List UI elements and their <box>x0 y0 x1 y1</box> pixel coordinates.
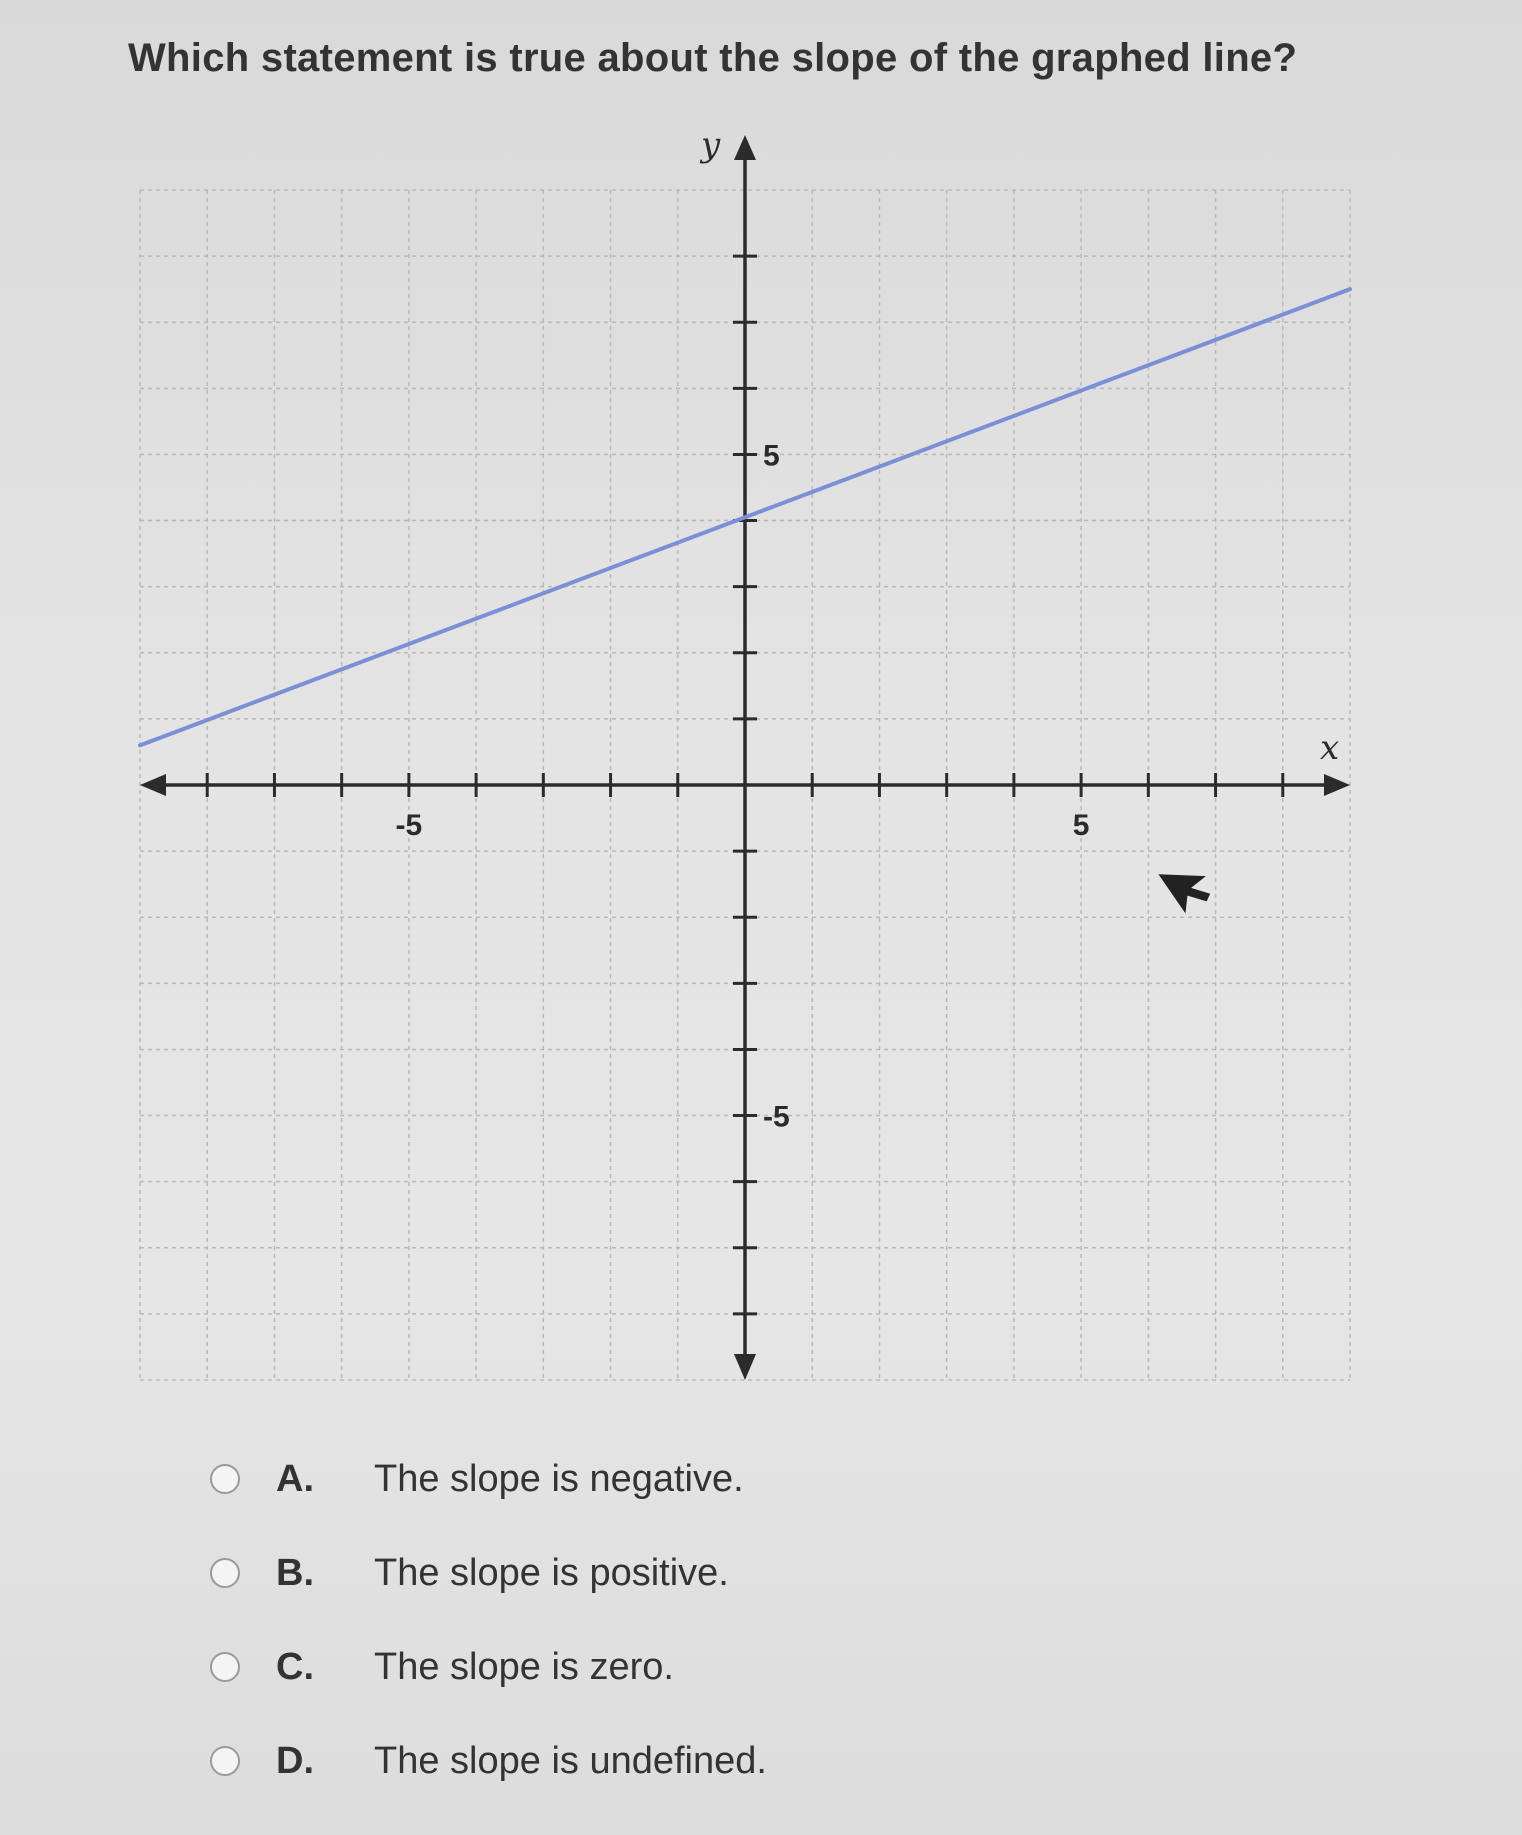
option-b-text: The slope is positive. <box>374 1551 729 1594</box>
option-d-text: The slope is undefined. <box>374 1739 767 1782</box>
radio-option-c[interactable] <box>210 1652 240 1682</box>
option-d-letter: D. <box>276 1739 314 1782</box>
option-c-letter: C. <box>276 1645 314 1688</box>
graph-svg <box>120 130 1360 1390</box>
y-axis-up-arrow-icon <box>734 135 756 160</box>
radio-option-b[interactable] <box>210 1558 240 1588</box>
radio-option-d[interactable] <box>210 1746 240 1776</box>
y-tick-label: -5 <box>763 1100 790 1134</box>
option-b[interactable] <box>210 1526 767 1620</box>
coordinate-graph <box>120 130 1360 1390</box>
option-a[interactable] <box>210 1432 767 1526</box>
mouse-cursor-icon <box>1158 859 1215 917</box>
question-text: Which statement is true about the slope of the graphed line? <box>128 36 1298 80</box>
y-axis-label: y <box>701 130 721 165</box>
option-a-text: The slope is negative. <box>374 1457 744 1500</box>
y-tick-label: 5 <box>763 439 780 473</box>
radio-option-a[interactable] <box>210 1464 240 1494</box>
x-tick-label: 5 <box>1072 809 1090 842</box>
y-axis-down-arrow-icon <box>734 1354 756 1380</box>
x-tick-label: -5 <box>395 809 423 842</box>
option-c[interactable] <box>210 1620 767 1714</box>
answer-options <box>210 1432 767 1808</box>
x-axis-right-arrow-icon <box>1324 774 1350 796</box>
x-axis-label: x <box>1320 728 1340 768</box>
option-a-letter: A. <box>276 1457 314 1500</box>
option-b-letter: B. <box>276 1551 314 1594</box>
option-c-text: The slope is zero. <box>374 1645 674 1688</box>
option-d[interactable] <box>210 1714 767 1808</box>
x-axis-left-arrow-icon <box>140 774 166 796</box>
